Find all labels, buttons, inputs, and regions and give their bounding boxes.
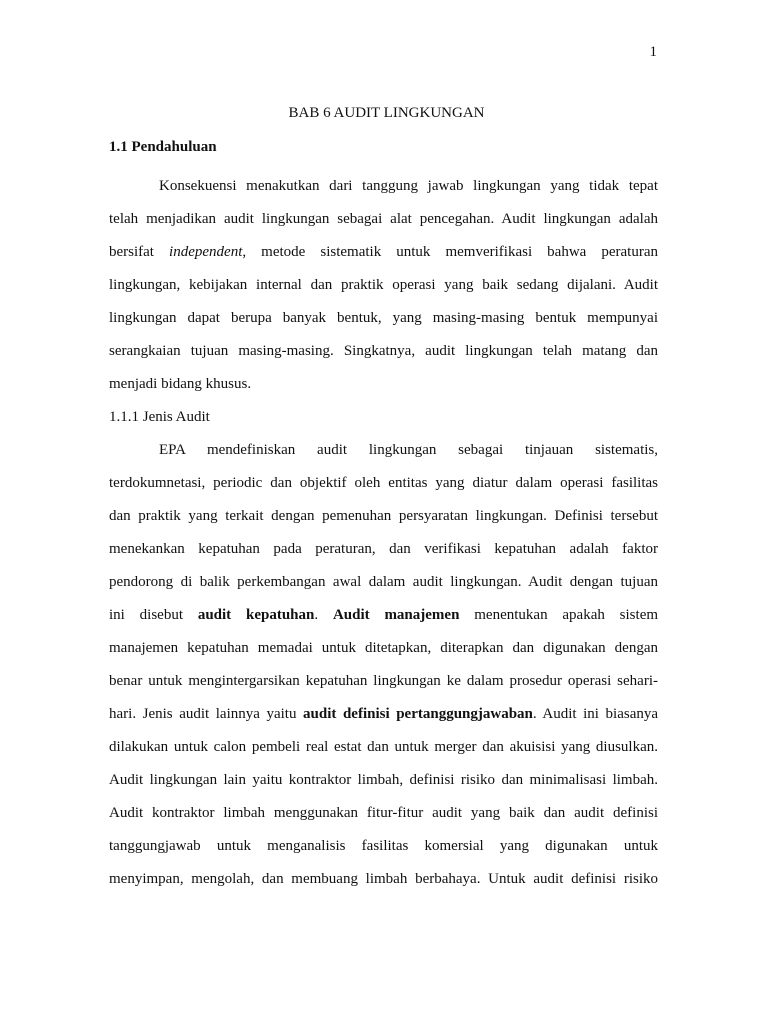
text-run: . (314, 607, 333, 623)
chapter-title: BAB 6 AUDIT LINGKUNGAN (288, 105, 485, 121)
text-run: . Audit ini biasanya (532, 706, 659, 722)
paragraph-line: tanggungjawab untuk menganalisis fasilitas komersial yang digunakan untuk (109, 838, 658, 854)
text-run: ini disebut (109, 607, 198, 623)
paragraph-line: lingkungan dapat berupa banyak bentuk, yang masing-masing bentuk mempunyai (109, 310, 658, 326)
bold-term-audit-kepatuhan: audit kepatuhan (197, 607, 315, 623)
text-run: menentukan apakah sistem (459, 607, 659, 623)
bold-term-audit-manajemen: Audit manajemen (332, 607, 460, 623)
subsection-heading: 1.1.1 Jenis Audit (109, 409, 210, 425)
paragraph-line: benar untuk mengintergarsikan kepatuhan lingkungan ke dalam prosedur operasi sehari- (109, 673, 658, 689)
bold-term-audit-definisi: audit definisi pertanggungjawaban (303, 706, 533, 722)
paragraph-line: menyimpan, mengolah, dan membuang limbah berbahaya. Untuk audit definisi risiko (109, 871, 658, 887)
paragraph-line: terdokumnetasi, periodic dan objektif oleh entitas yang diatur dalam operasi fasilitas (109, 475, 658, 491)
paragraph-line: EPA mendefiniskan audit lingkungan sebagai tinjauan sistematis, (159, 442, 658, 458)
page-number: 1 (649, 44, 657, 60)
paragraph-line: Audit lingkungan lain yaitu kontraktor limbah, definisi risiko dan minimalisasi limbah. (109, 772, 658, 788)
paragraph-line: menekankan kepatuhan pada peraturan, dan verifikasi kepatuhan adalah faktor (109, 541, 658, 557)
paragraph-line: pendorong di balik perkembangan awal dalam audit lingkungan. Audit dengan tujuan (109, 574, 658, 590)
audit-types-paragraph (109, 434, 658, 896)
paragraph-line: Audit kontraktor limbah menggunakan fitur-fitur audit yang baik dan audit definisi (109, 805, 658, 821)
text-run: , metode sistematik untuk memverifikasi bahwa peraturan (242, 244, 659, 260)
section-heading: 1.1 Pendahuluan (109, 139, 217, 155)
paragraph-line: lingkungan, kebijakan internal dan praktik operasi yang baik sedang dijalani. Audit (109, 277, 658, 293)
paragraph-line: Konsekuensi menakutkan dari tanggung jawab lingkungan yang tidak tepat (159, 178, 658, 194)
paragraph-line: dilakukan untuk calon pembeli real estat dan untuk merger dan akuisisi yang diusulkan. (109, 739, 658, 755)
paragraph-line: manajemen kepatuhan memadai untuk ditetapkan, diterapkan dan digunakan dengan (109, 640, 658, 656)
paragraph-line: serangkaian tujuan masing-masing. Singkatnya, audit lingkungan telah matang dan (109, 343, 658, 359)
text-run: hari. Jenis audit lainnya yaitu (109, 706, 304, 722)
text-run: bersifat (109, 244, 170, 260)
italic-term: independent (169, 244, 243, 260)
paragraph-line: menjadi bidang khusus. (109, 376, 252, 392)
intro-paragraph (109, 170, 658, 401)
paragraph-line: telah menjadikan audit lingkungan sebagai alat pencegahan. Audit lingkungan adalah (109, 211, 658, 227)
paragraph-line: dan praktik yang terkait dengan pemenuhan persyaratan lingkungan. Definisi tersebut (109, 508, 658, 524)
paragraph-line (109, 236, 658, 269)
page-content (109, 104, 658, 896)
paragraph-line (109, 698, 658, 731)
paragraph-line (109, 599, 658, 632)
